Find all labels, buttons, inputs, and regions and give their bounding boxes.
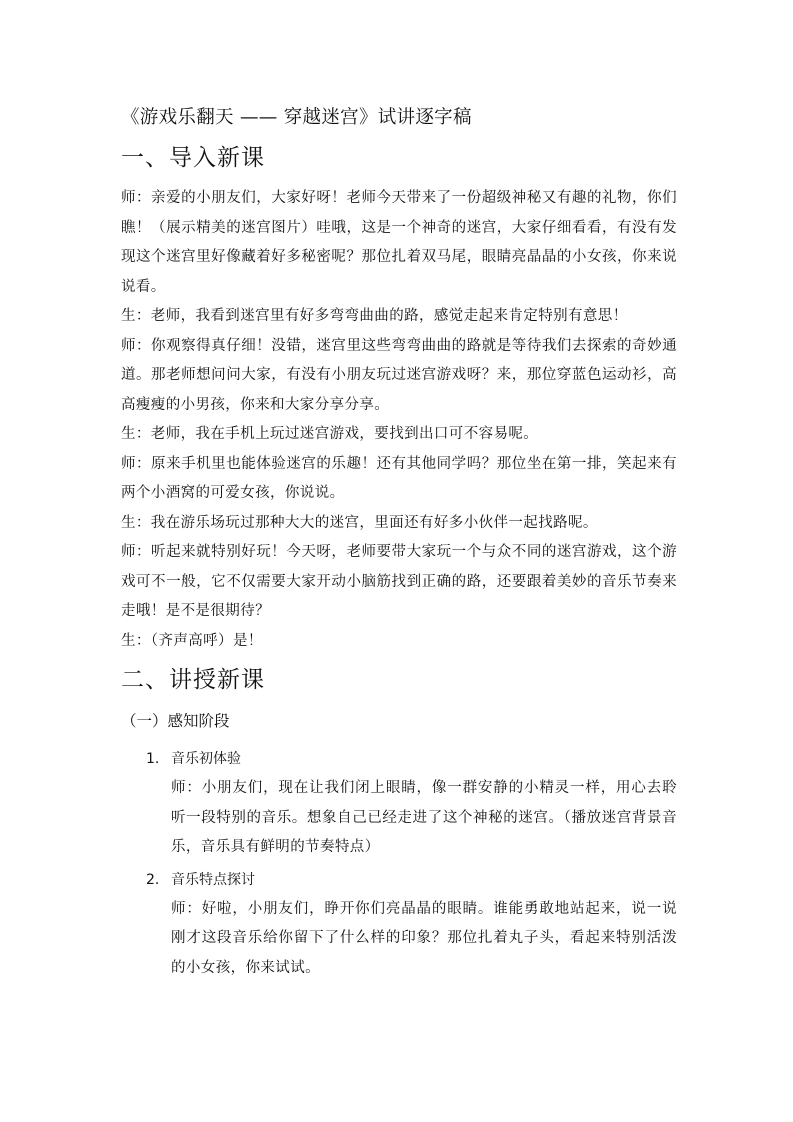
section-heading-teaching: 二、讲授新课 bbox=[121, 667, 265, 693]
paragraph: 生：老师，我看到迷宫里有好多弯弯曲曲的路，感觉走起来肯定特别有意思！ bbox=[121, 308, 628, 324]
list-item-heading bbox=[146, 744, 677, 774]
list-number: 1. bbox=[146, 751, 160, 767]
list-item bbox=[146, 865, 677, 984]
list-number: 2. bbox=[146, 871, 160, 888]
paragraph: 生：（齐声高呼）是！ bbox=[121, 632, 263, 649]
section-heading-intro: 一、导入新课 bbox=[121, 145, 265, 171]
document-title: 《游戏乐翻天 —— 穿越迷宫》试讲逐字稿 bbox=[121, 107, 472, 128]
list-item-title: 音乐初体验 bbox=[171, 751, 241, 767]
list-item-heading bbox=[146, 865, 677, 895]
list-item-text: 师：小朋友们，现在让我们闭上眼睛，像一群安静的小精灵一样，用心去聆听一段特别的音乐。想象自己已经走进了这个神秘的迷宫。（播放迷宫背景音乐，音乐具有鲜明的节奏特点） bbox=[171, 780, 677, 855]
paragraph: 生：老师，我在手机上玩过迷宫游戏，要找到出口可不容易呢。 bbox=[121, 426, 539, 442]
document-content bbox=[121, 104, 677, 985]
paragraph: 师：原来手机里也能体验迷宫的乐趣！还有其他同学吗？那位坐在第一排，笑起来有两个小酒窝的可爱女孩，你说说。 bbox=[121, 455, 677, 501]
list-item-text: 师：好啦，小朋友们，睁开你们亮晶晶的眼睛。谁能勇敢地站起来，说一说刚才这段音乐给你留下了什么样的印象？那位扎着丸子头，看起来特别活泼的小女孩，你来试试。 bbox=[171, 900, 677, 976]
paragraph: 师：你观察得真仔细！没错，迷宫里这些弯弯曲曲的路就是等待我们去探索的奇妙通道。那老师想问问大家，有没有小朋友玩过迷宫游戏呀？来，那位穿蓝色运动衫，高高瘦瘦的小男孩，你来和大家分享分享。 bbox=[121, 337, 677, 413]
list-item-title: 音乐特点探讨 bbox=[171, 871, 255, 888]
list-item bbox=[146, 744, 677, 863]
paragraph: 生：我在游乐场玩过那种大大的迷宫，里面还有好多小伙伴一起找路呢。 bbox=[121, 514, 598, 531]
paragraph: 师：亲爱的小朋友们，大家好呀！老师今天带来了一份超级神秘又有趣的礼物，你们瞧！（展示精美的迷宫图片）哇哦，这是一个神奇的迷宫，大家仔细看看，有没有发现这个迷宫里好像藏着好多秘密呢？那位扎着双马尾，眼睛亮晶晶的小女孩，你来说说看。 bbox=[121, 190, 677, 295]
subsection-heading: （一）感知阶段 bbox=[121, 712, 230, 730]
paragraph: 师：听起来就特别好玩！今天呀，老师要带大家玩一个与众不同的迷宫游戏，这个游戏可不一般，它不仅需要大家开动小脑筋找到正确的路，还要跟着美妙的音乐节奏来走哦！是不是很期待？ bbox=[121, 544, 677, 619]
